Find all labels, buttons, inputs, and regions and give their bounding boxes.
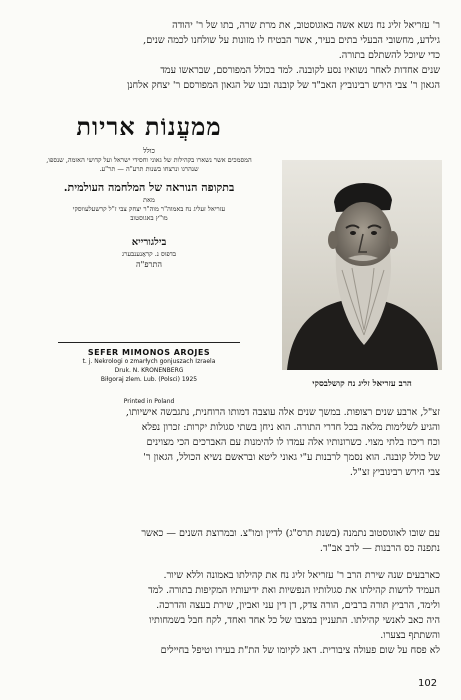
title-page-divider <box>58 342 240 343</box>
latin-title: SEFER MIMONOS AROJES <box>87 348 211 357</box>
text-line: והשתתף בצערו. <box>380 630 440 641</box>
title-page-place: בילגורייא <box>131 237 167 248</box>
title-page-year: התרפ"ה <box>136 260 162 269</box>
title-page-line: מאת <box>143 196 155 204</box>
body-paragraph <box>22 405 440 480</box>
text-line: צבי הירש רבינוביץ זצ"ל. <box>349 467 440 478</box>
text-line: הגאון ר' צבי הירש רבינוביץ האב"ד של קובנה ובנו של הגאון המפורסם ר' יצחק אלחנן <box>126 80 440 91</box>
text-line: ולימד, הרביץ תורה ברבים, הורה צדק, דן דין עני ואביון, שירת בעצה והדרכה. <box>156 600 440 611</box>
text-line: וכח ריכוז בלתי מצוי. כשרונותיו אלה עמדו לו להימנות עם האברכים הכי מצוינים <box>146 437 440 448</box>
text-line: העמיד לרשות קהילתו את סגולותיו הנפשיות ואת ידיעותיו המקיפות בתורה. למד <box>148 585 440 596</box>
title-page-author: עזריאל זעליג נח באמוה"ר מוה"ר יצחק צבי ז"ל קרשעלעווסקי <box>72 205 226 213</box>
text-line: כדי שיוכל להשתלם בתורה. <box>338 50 440 61</box>
title-page-line: מו"ץ באגוסטוב <box>130 214 168 222</box>
title-page-subtitle: בתקופה הנוראה של המלחמה העולמית. <box>63 181 235 194</box>
photo-caption: הרב עזריאל זליג נח קושלבסקי <box>312 379 412 389</box>
text-line: כארבעים שנה שירת הרב ר' עזריאל זליג נח את קהילתו באמונה וללא שיור. <box>163 570 440 581</box>
latin-line: Biłgoraj zlem. Lub. (Polsci) 1925 <box>100 376 198 383</box>
text-line: לא פסח על שום פעולה ציבורית. דאג לקיומו של הת"ת בעירו וטיפל בחיילים <box>160 645 440 656</box>
text-line: עם שובו לאוגוסטוב נתמנה (בשנת תרס"ג) לדיין ומו"צ. ובמרוצת השנים — כאשר <box>141 528 440 539</box>
text-line: ר' עזריאל זליג נח נשא אשה באוגוסטוב, את מרת שרה, בתו של ר' יהודה <box>172 20 440 31</box>
title-page-line: המסמכים אשר נשארו בקהילות של גאוני וחסידי ישראל ועל קדושי האומה, שנספו, שנהרגו ונרצחו בשנות תרע"ה — תר"ע. <box>46 156 252 173</box>
intro-paragraph <box>22 18 440 93</box>
page-number: 102 <box>418 678 438 689</box>
text-line: והגיע לשלימות מלאה בכל חדרי התורה. הוא ניחן בשתי סגולות יקרות: זכרון נפלא <box>141 422 440 433</box>
text-line: גילדע, מחשובי הבעלי בתים בעיר, אשר הבטיח לו מזונות על שולחנו לכמה שנים, <box>143 35 440 46</box>
book-title: ממעֲנוֹת אריות <box>76 112 222 141</box>
text-line: נתפנה כס הרבנות — לרב אב"ד. <box>319 543 440 554</box>
title-page-line: כולל <box>143 147 155 155</box>
book-title-page <box>30 112 268 405</box>
latin-line: t. j. Nekrologi o zmarłych gonjuszach Izraela <box>82 358 216 365</box>
text-line: של כולל קובנה. הוא נסמך לרבנות ע"י גאוני ליטא ובראשם נשיא הכולל, הגאון ר' <box>143 452 440 463</box>
body-paragraph <box>22 568 440 643</box>
rabbi-portrait-photo <box>282 160 442 370</box>
body-paragraph <box>22 643 440 658</box>
title-page-publisher: בדפוס נ. קראָנענבערג <box>122 250 176 258</box>
title-page-latin-block <box>30 348 268 384</box>
text-line: זצ"ל, ארבע שנים רצופות. במשך שנים אלה עוצבה דמותו הרוחנית, נתגבשה אישיותו, <box>125 407 440 418</box>
body-paragraph <box>22 526 440 556</box>
portrait-illustration <box>282 160 442 370</box>
printed-in-note: Printed in Poland <box>123 398 175 405</box>
text-line: היה כאב לאנשי קהילתו. התעניין במצבו של כל אחד ואחד, לקח חבל בשמחותיו <box>149 615 440 626</box>
text-line: שנים אחדות לאחר נשואיו נסע לקובנה. למד בכולל המפורסם, שבראשו עמד <box>160 65 440 76</box>
latin-line: Druk. N. KRONENBERG <box>114 367 184 374</box>
